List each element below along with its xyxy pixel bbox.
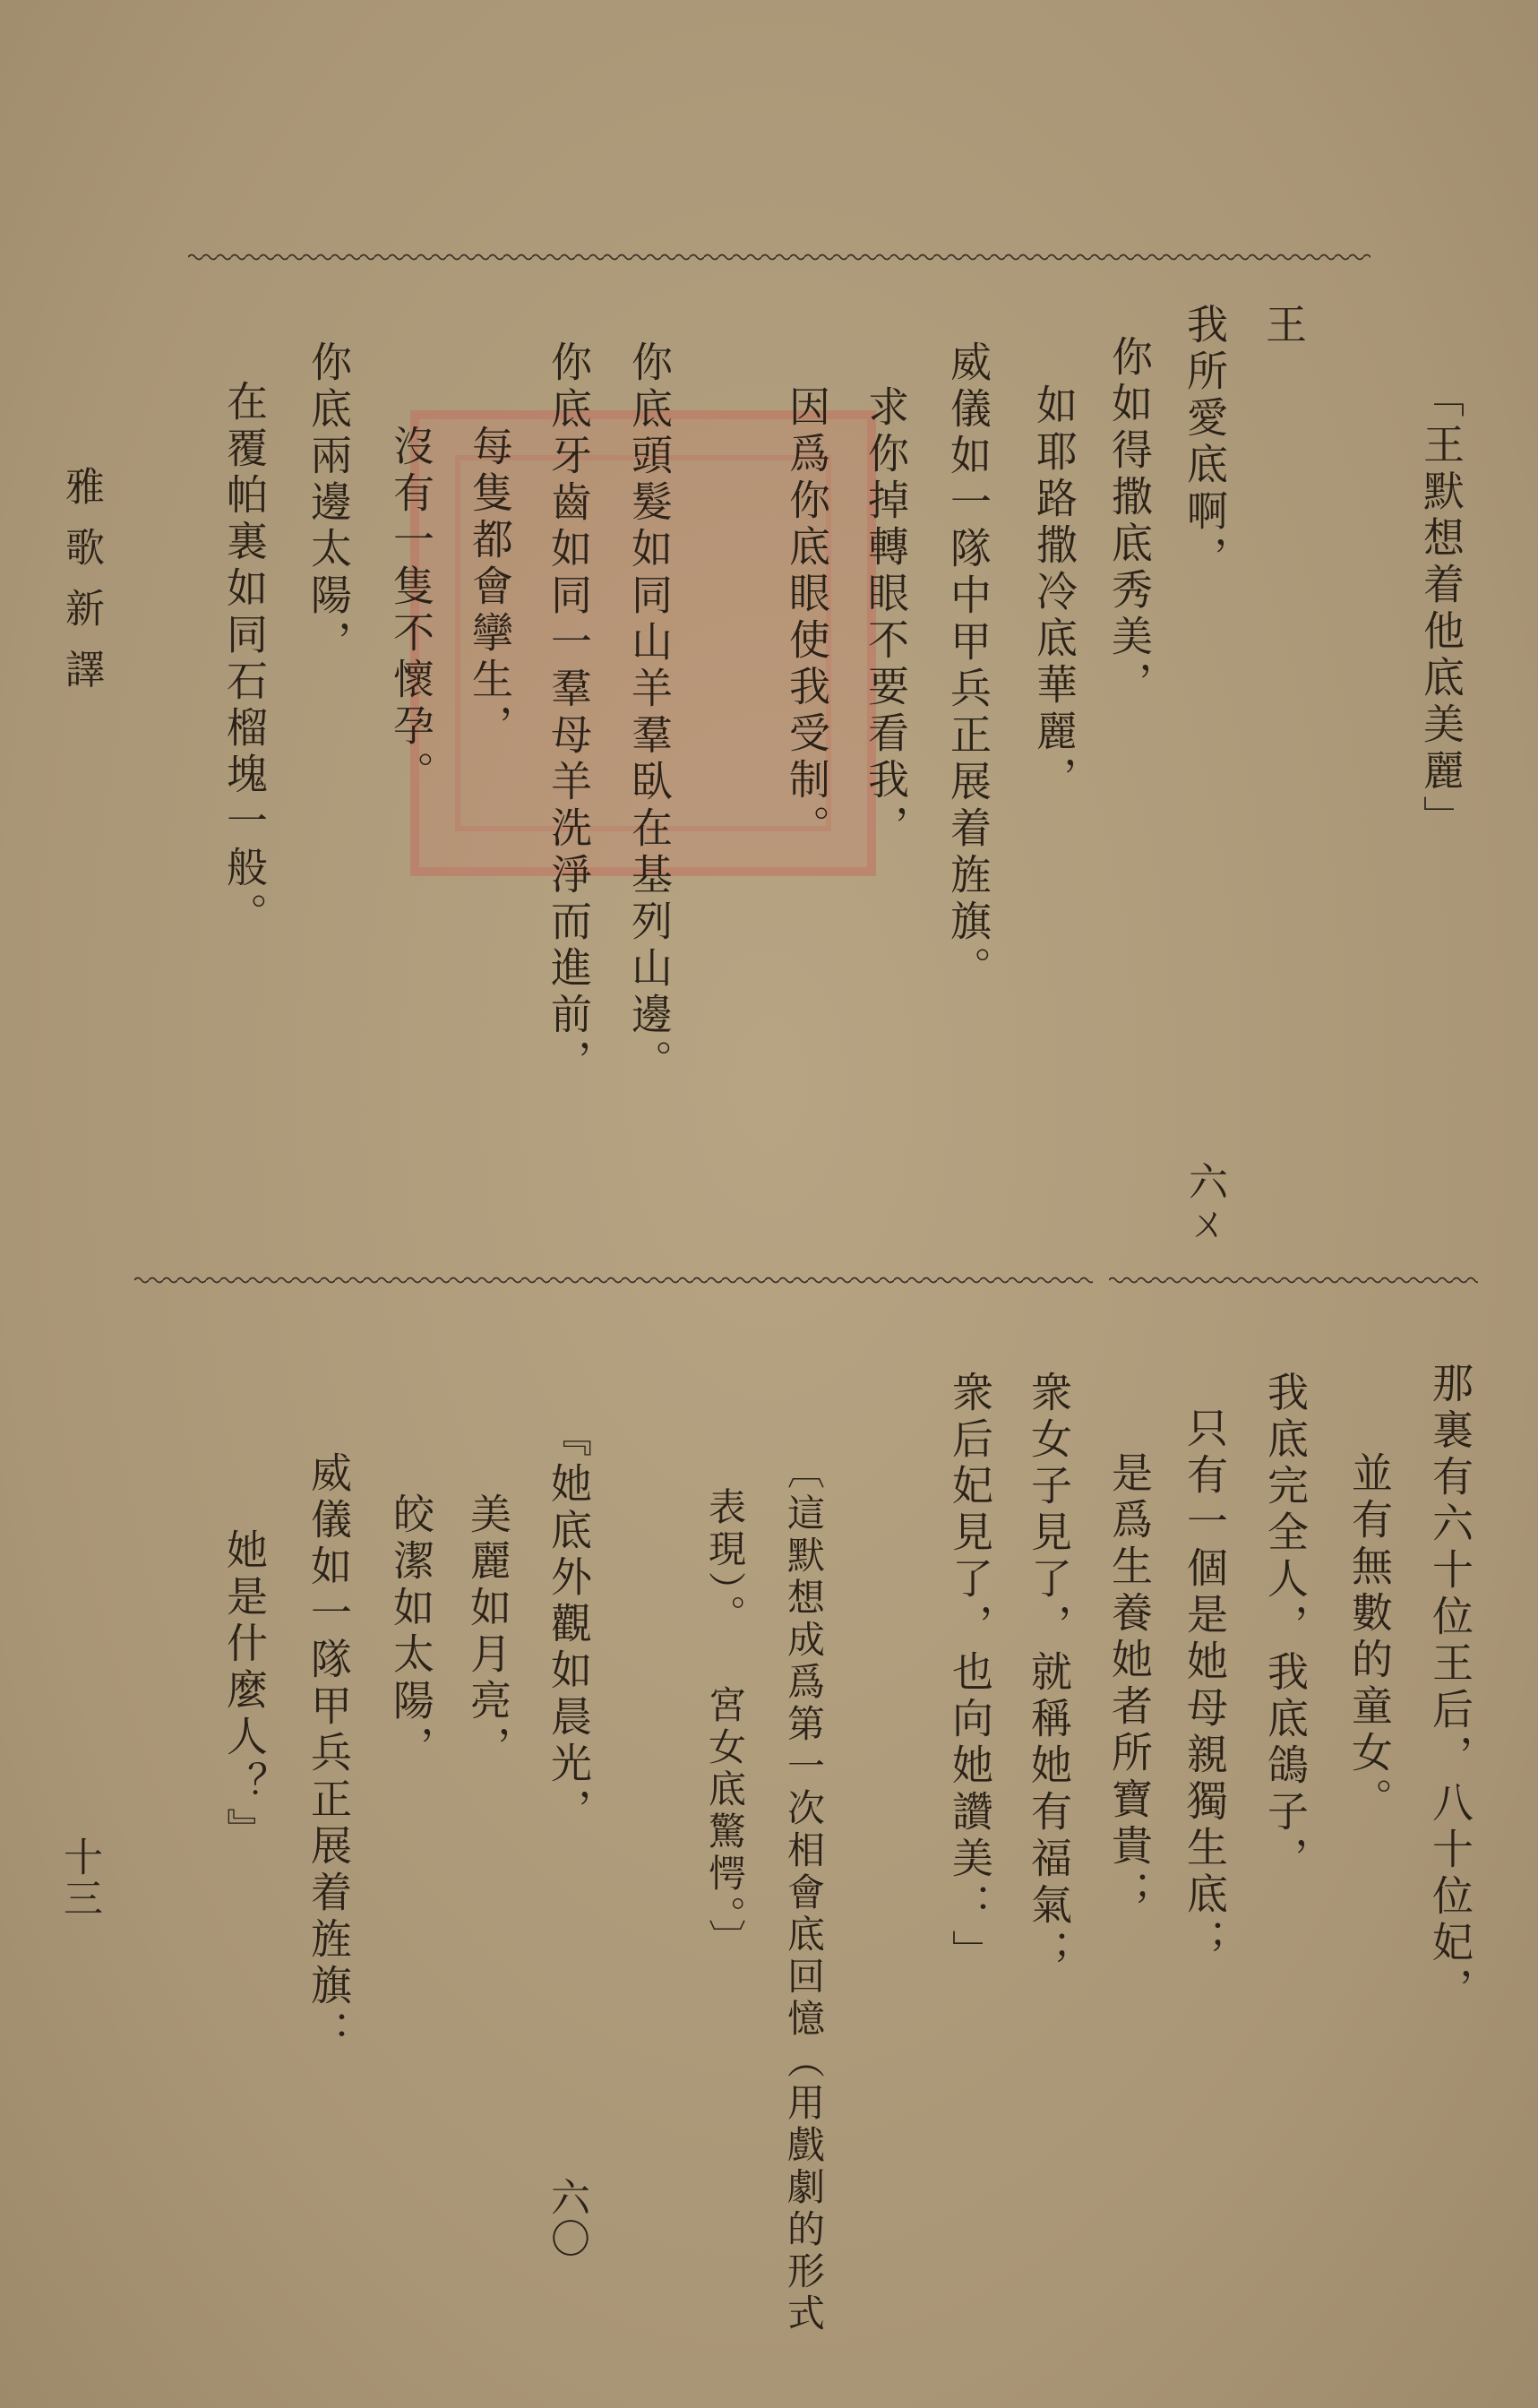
verse-line: 衆女子見了，就稱她有福氣； <box>1025 1371 1073 1976</box>
book-title-running-head: 雅歌新譯 <box>58 466 104 710</box>
verse-line: 在覆帕裏如同石榴塊一般。 <box>220 380 269 939</box>
line-number-top: 六ㄨ <box>1181 1161 1227 1243</box>
verse-line: 皎潔如太陽， <box>387 1492 435 1772</box>
verse-line: 威儀如一隊甲兵正展着旌旗： <box>305 1451 353 2057</box>
verse-line: 求你掉轉眼不要看我， <box>862 385 910 851</box>
verse-line: 我所愛底啊， <box>1181 303 1229 582</box>
verse-line: 只有一個是她母親獨生底； <box>1181 1406 1229 1965</box>
bottom-wavy-rule-right <box>1109 1276 1478 1285</box>
verse-line: 沒有一隻不懷孕。 <box>387 425 435 797</box>
top-wavy-rule <box>188 253 1370 262</box>
verse-line: 你如得撒底秀美， <box>1105 335 1154 708</box>
verse-line: 每隻都會攣生， <box>466 425 514 751</box>
verse-line: 那裏有六十位王后，八十位妃， <box>1426 1362 1474 2014</box>
annotation-line: 〔這默想成爲第一次相會底回憶（用戲劇的形式 <box>782 1451 826 2335</box>
verse-line: 你底牙齒如同一羣母羊洗淨而進前， <box>545 340 593 1086</box>
page-number: 十三 <box>56 1836 102 1919</box>
verse-line: 我底完全人，我底鴿子， <box>1261 1371 1310 1883</box>
line-number-bottom: 六〇 <box>544 2177 589 2259</box>
speaker-label: 王 <box>1259 303 1308 349</box>
annotation-line: 表現）。 宮女底驚愕。〕 <box>703 1487 747 1961</box>
verse-line: 是爲生養她者所寶貴； <box>1105 1451 1154 1917</box>
verse-line: 美麗如月亮， <box>464 1492 512 1772</box>
bottom-wavy-rule-left <box>134 1276 1093 1285</box>
verse-line: 並有無數的童女。 <box>1345 1451 1394 1824</box>
verse-line: 衆后妃見了，也向她讚美：」 <box>946 1371 994 1976</box>
verse-line: 你底頭髮如同山羊羣臥在基列山邊。 <box>625 340 674 1086</box>
verse-line: 因爲你底眼使我受制。 <box>783 385 831 851</box>
verse-line: 她是什麼人？』 <box>220 1528 269 1854</box>
verse-line: 威儀如一隊中甲兵正展着旌旗。 <box>944 340 992 993</box>
verse-line: 如耶路撒冷底華麗， <box>1030 383 1078 803</box>
verse-line: 『她底外觀如晨光， <box>545 1415 593 1835</box>
title-line: 「王默想着他底美麗」 <box>1417 376 1465 842</box>
verse-line: 你底兩邊太陽， <box>305 340 353 666</box>
